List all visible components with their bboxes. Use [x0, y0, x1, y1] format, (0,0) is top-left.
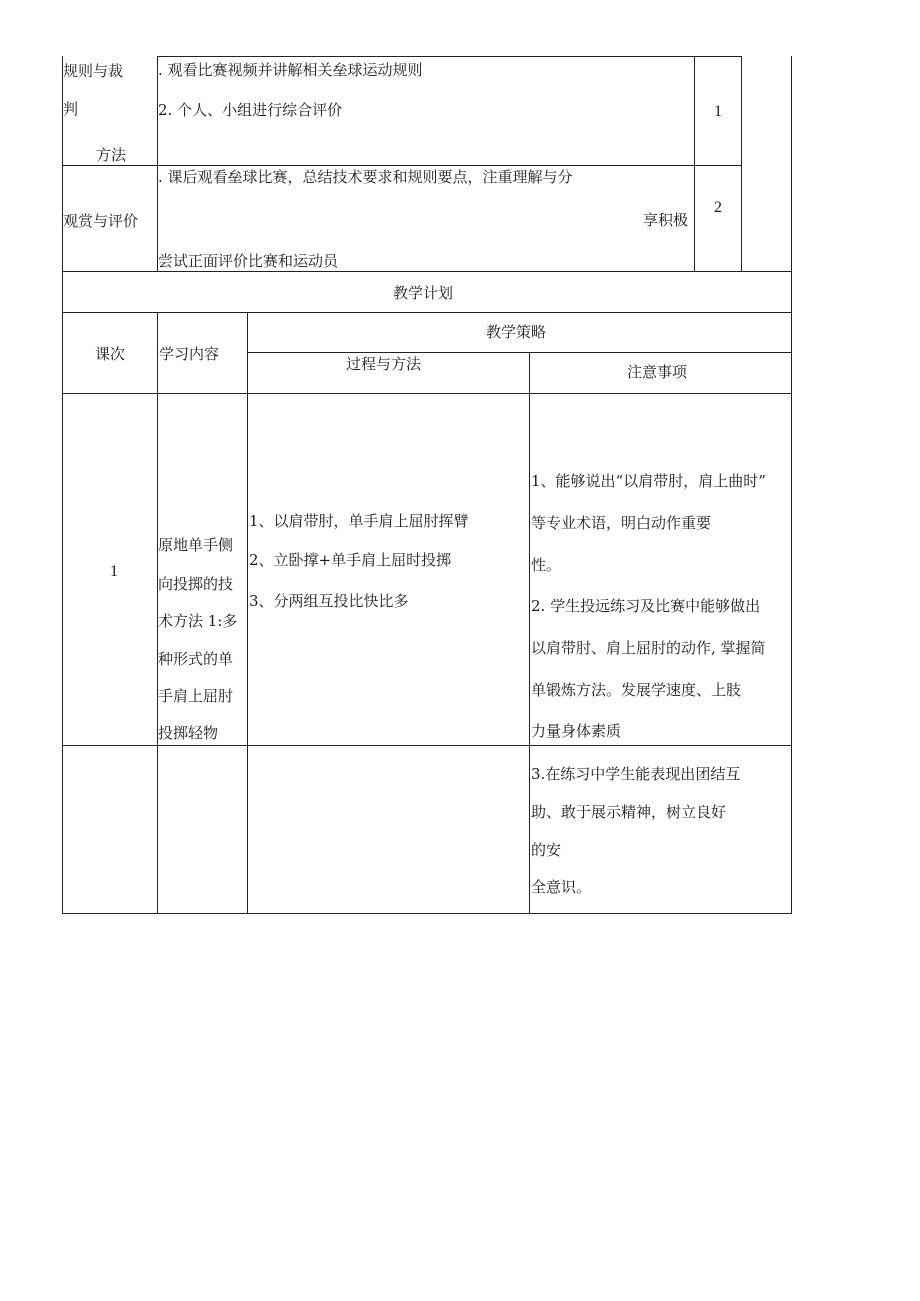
- border-line: [62, 913, 792, 914]
- border-line: [791, 56, 792, 914]
- process-line: 3、分两组互投比快比多: [249, 592, 409, 610]
- header-notes: 注意事项: [627, 363, 688, 381]
- rules-text-line1: . 观看比赛视频并讲解相关垒球运动规则: [158, 61, 423, 79]
- header-strategy: 教学策略: [486, 323, 547, 341]
- notes-line: 等专业术语，明白动作重要: [531, 514, 712, 532]
- content-line: 投掷轻物: [158, 724, 219, 742]
- notes-line: 3.在练习中学生能表现出团结互: [531, 765, 741, 783]
- border-line: [62, 271, 792, 272]
- notes-line: 单锻炼方法。发展学速度、上肢: [531, 681, 742, 699]
- notes-line: 全意识。: [531, 878, 592, 896]
- notes-line: 2. 学生投远练习及比赛中能够做出: [531, 597, 761, 615]
- border-line: [62, 165, 742, 166]
- appreciation-text-line1: . 课后观看垒球比赛，总结技术要求和规则要点，注重理解与分: [158, 168, 573, 186]
- header-content: 学习内容: [159, 345, 220, 363]
- appreciation-score: 2: [714, 199, 722, 216]
- plan-title: 教学计划: [393, 284, 454, 302]
- rules-label-line2: 判: [63, 100, 79, 118]
- content-line: 向投掷的技: [158, 575, 234, 593]
- border-line: [62, 393, 792, 394]
- process-line: 2、立卧撑+单手肩上屈时投掷: [249, 551, 452, 569]
- rules-text-line2: 2. 个人、小组进行综合评价: [158, 101, 343, 119]
- lesson-number: 1: [110, 563, 118, 580]
- content-line: 种形式的单: [158, 650, 234, 668]
- notes-line: 力量身体素质: [531, 722, 622, 740]
- process-line: 1、以肩带肘，单手肩上屈肘挥臂: [249, 512, 469, 530]
- appreciation-label: 观赏与评价: [63, 212, 139, 230]
- border-line: [741, 56, 742, 271]
- border-line: [529, 352, 530, 913]
- notes-line: 以肩带肘、肩上屈肘的动作, 掌握简: [531, 639, 766, 657]
- rules-label-line1: 规则与裁: [63, 62, 124, 80]
- border-line: [694, 56, 695, 271]
- notes-line: 的安: [531, 841, 562, 859]
- header-lesson: 课次: [95, 345, 126, 363]
- content-line: 原地单手侧: [158, 536, 234, 554]
- border-line: [247, 312, 248, 913]
- content-line: 手肩上屈肘: [158, 687, 234, 705]
- header-process: 过程与方法: [346, 355, 422, 373]
- notes-line: 性。: [531, 556, 562, 574]
- appreciation-text-line3: 尝试正面评价比赛和运动员: [158, 252, 339, 270]
- border-line: [157, 56, 742, 57]
- rules-label-line3: 方法: [96, 146, 127, 164]
- rules-score: 1: [714, 103, 722, 120]
- border-line: [157, 56, 158, 271]
- border-line: [247, 352, 792, 353]
- appreciation-text-line2: 享积极: [643, 211, 689, 229]
- border-line: [62, 745, 792, 746]
- border-line: [62, 312, 792, 313]
- notes-line: 1、能够说出“以肩带肘，肩上曲时”: [531, 472, 766, 490]
- notes-line: 助、敢于展示精神，树立良好: [531, 803, 727, 821]
- content-line: 术方法 1:多: [158, 612, 238, 630]
- border-line: [62, 56, 63, 914]
